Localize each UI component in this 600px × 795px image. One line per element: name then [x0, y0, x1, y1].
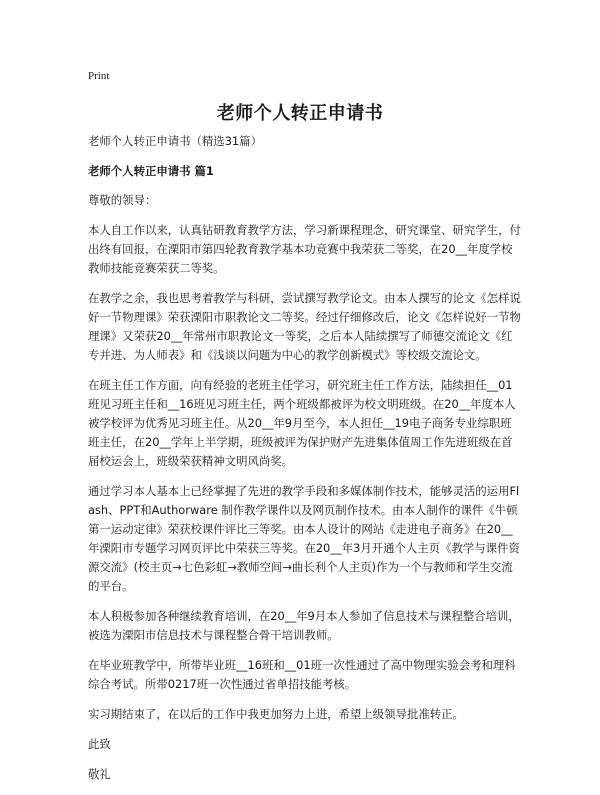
paragraph-1: 本人自工作以来，认真钻研教育教学方法，学习新课程理念，研究课堂、研究学生，付出终有回报，在溧阳市第四轮教育教学基本功竞赛中我荣获二等奖，在20__年度学校教师技能竞赛荣获二等奖。 — [88, 223, 521, 275]
article-heading: 老师个人转正申请书 篇1 — [88, 164, 214, 178]
paragraph-5: 本人积极参加各种继续教育培训，在20__年9月本人参加了信息技术与课程整合培训，被选为溧阳市信息技术与课程整合骨干培训教师。 — [88, 609, 520, 642]
document-body — [88, 132, 522, 795]
paragraph-3: 在班主任工作方面，向有经验的老班主任学习，研究班主任工作方法，陆续担任__01班见习班主任和__16班见习班主任，两个班级都被评为校文明班级。在20__年度本人被学校评为优秀见习班主任。从20__年9月至今，本人担任__19电子商务专业综职班班主任，在20__学年上半学期，班级被评为保护财产先进集体值周工作先进班级在首届校运会上，班级荣获精神文明风尚奖。 — [88, 378, 516, 468]
closing-line-2: 敬礼 — [88, 767, 111, 781]
paragraph-7: 实习期结束了，在以后的工作中我更加努力上进，希望上级领导批准转正。 — [88, 707, 464, 721]
paragraph-2: 在教学之余，我也思考着教学与科研，尝试撰写教学论文。由本人撰写的论文《怎样说好一节物理课》荣获溧阳市职教论文二等奖。经过仔细修改后，论文《怎样说好一节物理课》又荣获20__年常州市职教论文一等奖，之后本人陆续撰写了师德交流论文《红专并进、为人师表》和《浅谈以问题为中心的教学创新模式》等校级交流论文。 — [88, 291, 521, 362]
salutation: 尊敬的领导： — [88, 193, 157, 207]
document-subtitle: 老师个人转正申请书（精选31篇） — [88, 134, 262, 148]
paragraph-6: 在毕业班教学中，所带毕业班__16班和__01班一次性通过了高中物理实验会考和理科综合考试。所带0217班一次性通过省单招技能考核。 — [88, 658, 516, 691]
paragraph-4: 通过学习本人基本上已经掌握了先进的教学手段和多媒体制作技术，能够灵活的运用Flash、PPT和Authorware 制作教学课件以及网页制作技术。由本人制作的课件《牛顿第一运动定律》荣获校课件评比三等奖。由本人设计的网站《走进电子商务》在20__年溧阳市专题学习网页评比中荣获三等奖。在20__年3月开通个人主页《教学与课件资源交流》(校主页→七色彩虹→教师空间→曲长利个人主页)作为一个与教师和学生交流的平台。 — [88, 484, 520, 593]
closing-line-1: 此致 — [88, 737, 111, 751]
page-title: 老师个人转正申请书 — [216, 103, 384, 124]
print-label[interactable]: Print — [88, 70, 110, 82]
